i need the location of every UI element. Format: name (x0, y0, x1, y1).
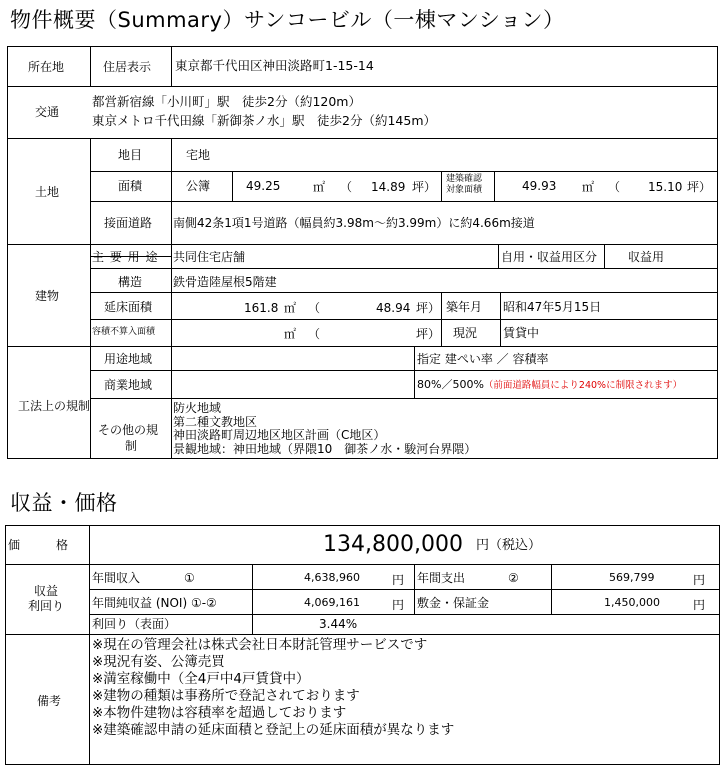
section2-title: 収益・価格 (10, 491, 118, 515)
summary-table (7, 46, 718, 459)
regulation-other-item: 防火地域 (173, 401, 222, 415)
building-floor-paren: （ (308, 301, 321, 315)
annual-income-yen: 円 (392, 573, 405, 587)
land-kakunin-m2-unit: ㎡ (582, 180, 595, 194)
noi-value: 4,069,161 (304, 596, 360, 609)
transport-line1: 都営新宿線「小川町」駅 徒歩2分（約120m） (92, 94, 361, 109)
building-label: 建物 (35, 289, 60, 303)
building-status-value: 賃貸中 (503, 326, 540, 340)
remark-line: ※本物件建物は容積率を超過しております (92, 705, 347, 721)
building-floor-tsubo-close: 坪） (416, 301, 441, 315)
annual-income-value: 4,638,960 (304, 571, 360, 584)
remark-line: ※現況有姿、公簿売買 (92, 654, 225, 670)
building-built-label: 築年月 (446, 300, 483, 314)
land-area-label: 面積 (118, 179, 143, 193)
land-kakunin-paren: （ (608, 180, 621, 194)
yield-rate-value: 3.44% (319, 617, 358, 631)
regulation-ratio-note: （前面道路幅員により240%に制限されます） (483, 380, 683, 391)
noi-label: 年間純収益 (NOI) ①-② (92, 596, 217, 610)
transport-line2: 東京メトロ千代田線「新御茶ノ水」駅 徒歩2分（約145m） (92, 113, 436, 128)
building-use-label: 主 要 用 途 (92, 250, 159, 264)
remarks-lines (92, 637, 454, 739)
price-value: 134,800,000 (323, 532, 463, 557)
deposit-value: 1,450,000 (604, 596, 660, 609)
remark-line: ※満室稼働中（全4戸中4戸賃貸中） (92, 671, 310, 687)
building-status-label: 現況 (453, 326, 478, 340)
transport-label: 交通 (35, 105, 60, 119)
remark-line: ※現在の管理会社は株式会社日本財託管理サービスです (92, 637, 428, 653)
noi-yen: 円 (392, 598, 405, 612)
annual-income-label: 年間収入 (92, 571, 141, 585)
remark-line: ※建築確認申請の延床面積と登記上の延床面積が異なります (92, 722, 455, 738)
land-kobo-tsubo: 14.89 (371, 180, 406, 194)
regulation-ratio-label: 指定 建ぺい率 ／ 容積率 (417, 352, 549, 366)
building-floor-label: 延床面積 (104, 300, 153, 314)
land-label: 土地 (35, 185, 60, 199)
building-structure-label: 構造 (118, 275, 143, 289)
land-kobo-m2-unit: ㎡ (313, 180, 326, 194)
land-kakunin-m2: 49.93 (522, 179, 557, 193)
building-excluded-m2-unit: ㎡ (284, 327, 297, 341)
land-kobo-m2: 49.25 (246, 179, 281, 193)
annual-expense-yen: 円 (693, 573, 706, 587)
building-built-value: 昭和47年5月15日 (503, 300, 602, 314)
annual-income-mark: ① (184, 571, 195, 585)
yield-label-1: 収益 (34, 584, 59, 598)
annual-expense-label: 年間支出 (417, 571, 466, 585)
regulation-zone-label: 用途地域 (104, 352, 153, 366)
remark-line: ※建物の種類は事務所で登記されております (92, 688, 360, 704)
regulation-other-item: 神田淡路町周辺地区地区計画（C地区） (173, 428, 386, 442)
land-kobo-label: 公簿 (186, 179, 211, 193)
location-sublabel: 住居表示 (103, 60, 152, 74)
price-label: 価 格 (8, 538, 69, 552)
regulation-other-item: 第二種文教地区 (173, 414, 258, 429)
regulation-other-label-1: その他の規 (98, 423, 159, 437)
land-road-label: 接面道路 (104, 216, 153, 230)
deposit-yen: 円 (693, 598, 706, 612)
annual-expense-value: 569,799 (609, 571, 655, 584)
price-table (5, 525, 720, 765)
regulation-label: 工法上の規制 (18, 399, 91, 413)
regulation-other-item: 景観地域：神田地域（界隈10 御茶ノ水・駿河台界隈） (173, 441, 477, 456)
land-kakunin-tsubo: 15.10 (648, 180, 683, 194)
yield-rate-label: 利回り（表面） (92, 617, 177, 631)
regulation-zone-value: 商業地域 (104, 378, 153, 392)
remarks-label: 備考 (37, 694, 62, 708)
building-self-label: 自用・収益用区分 (501, 250, 598, 264)
annual-expense-mark: ② (508, 571, 519, 585)
land-kobo-tsubo-close: 坪） (412, 180, 437, 194)
building-excluded-label: 容積不算入面積 (92, 327, 156, 337)
regulation-ratio-value: 80%／500% (417, 378, 484, 391)
land-kobo-paren: （ (340, 180, 353, 194)
yield-label-2: 利回り (28, 599, 65, 613)
land-kakunin-tsubo-close: 坪） (687, 180, 712, 194)
building-excluded-paren: （ (308, 327, 321, 341)
regulation-other-label-2: 制 (125, 439, 138, 453)
building-use-value: 共同住宅店舗 (173, 250, 246, 264)
price-unit: 円（税込） (476, 538, 542, 553)
land-kakunin-label-2: 対象面積 (446, 185, 483, 195)
land-category-value: 宅地 (186, 148, 211, 162)
building-floor-m2-unit: ㎡ (284, 301, 297, 315)
regulation-other-values (173, 402, 476, 456)
land-road-value: 南側42条1項1号道路（幅員約3.98m～約3.99m）に約4.66m接道 (173, 216, 535, 230)
building-self-value: 収益用 (628, 250, 665, 264)
page-title: 物件概要（Summary）サンコービル（一棟マンション） (10, 8, 565, 32)
land-kakunin-label-1: 建築確認 (446, 174, 483, 184)
building-floor-tsubo: 48.94 (376, 301, 411, 315)
location-value: 東京都千代田区神田淡路町1-15-14 (175, 58, 374, 73)
building-structure-value: 鉄骨造陸屋根5階建 (173, 275, 277, 289)
building-excluded-tsubo-close: 坪） (416, 327, 441, 341)
location-label: 所在地 (28, 60, 65, 74)
building-floor-m2: 161.8 (244, 301, 279, 315)
deposit-label: 敷金・保証金 (417, 596, 490, 610)
land-category-label: 地目 (118, 148, 143, 162)
